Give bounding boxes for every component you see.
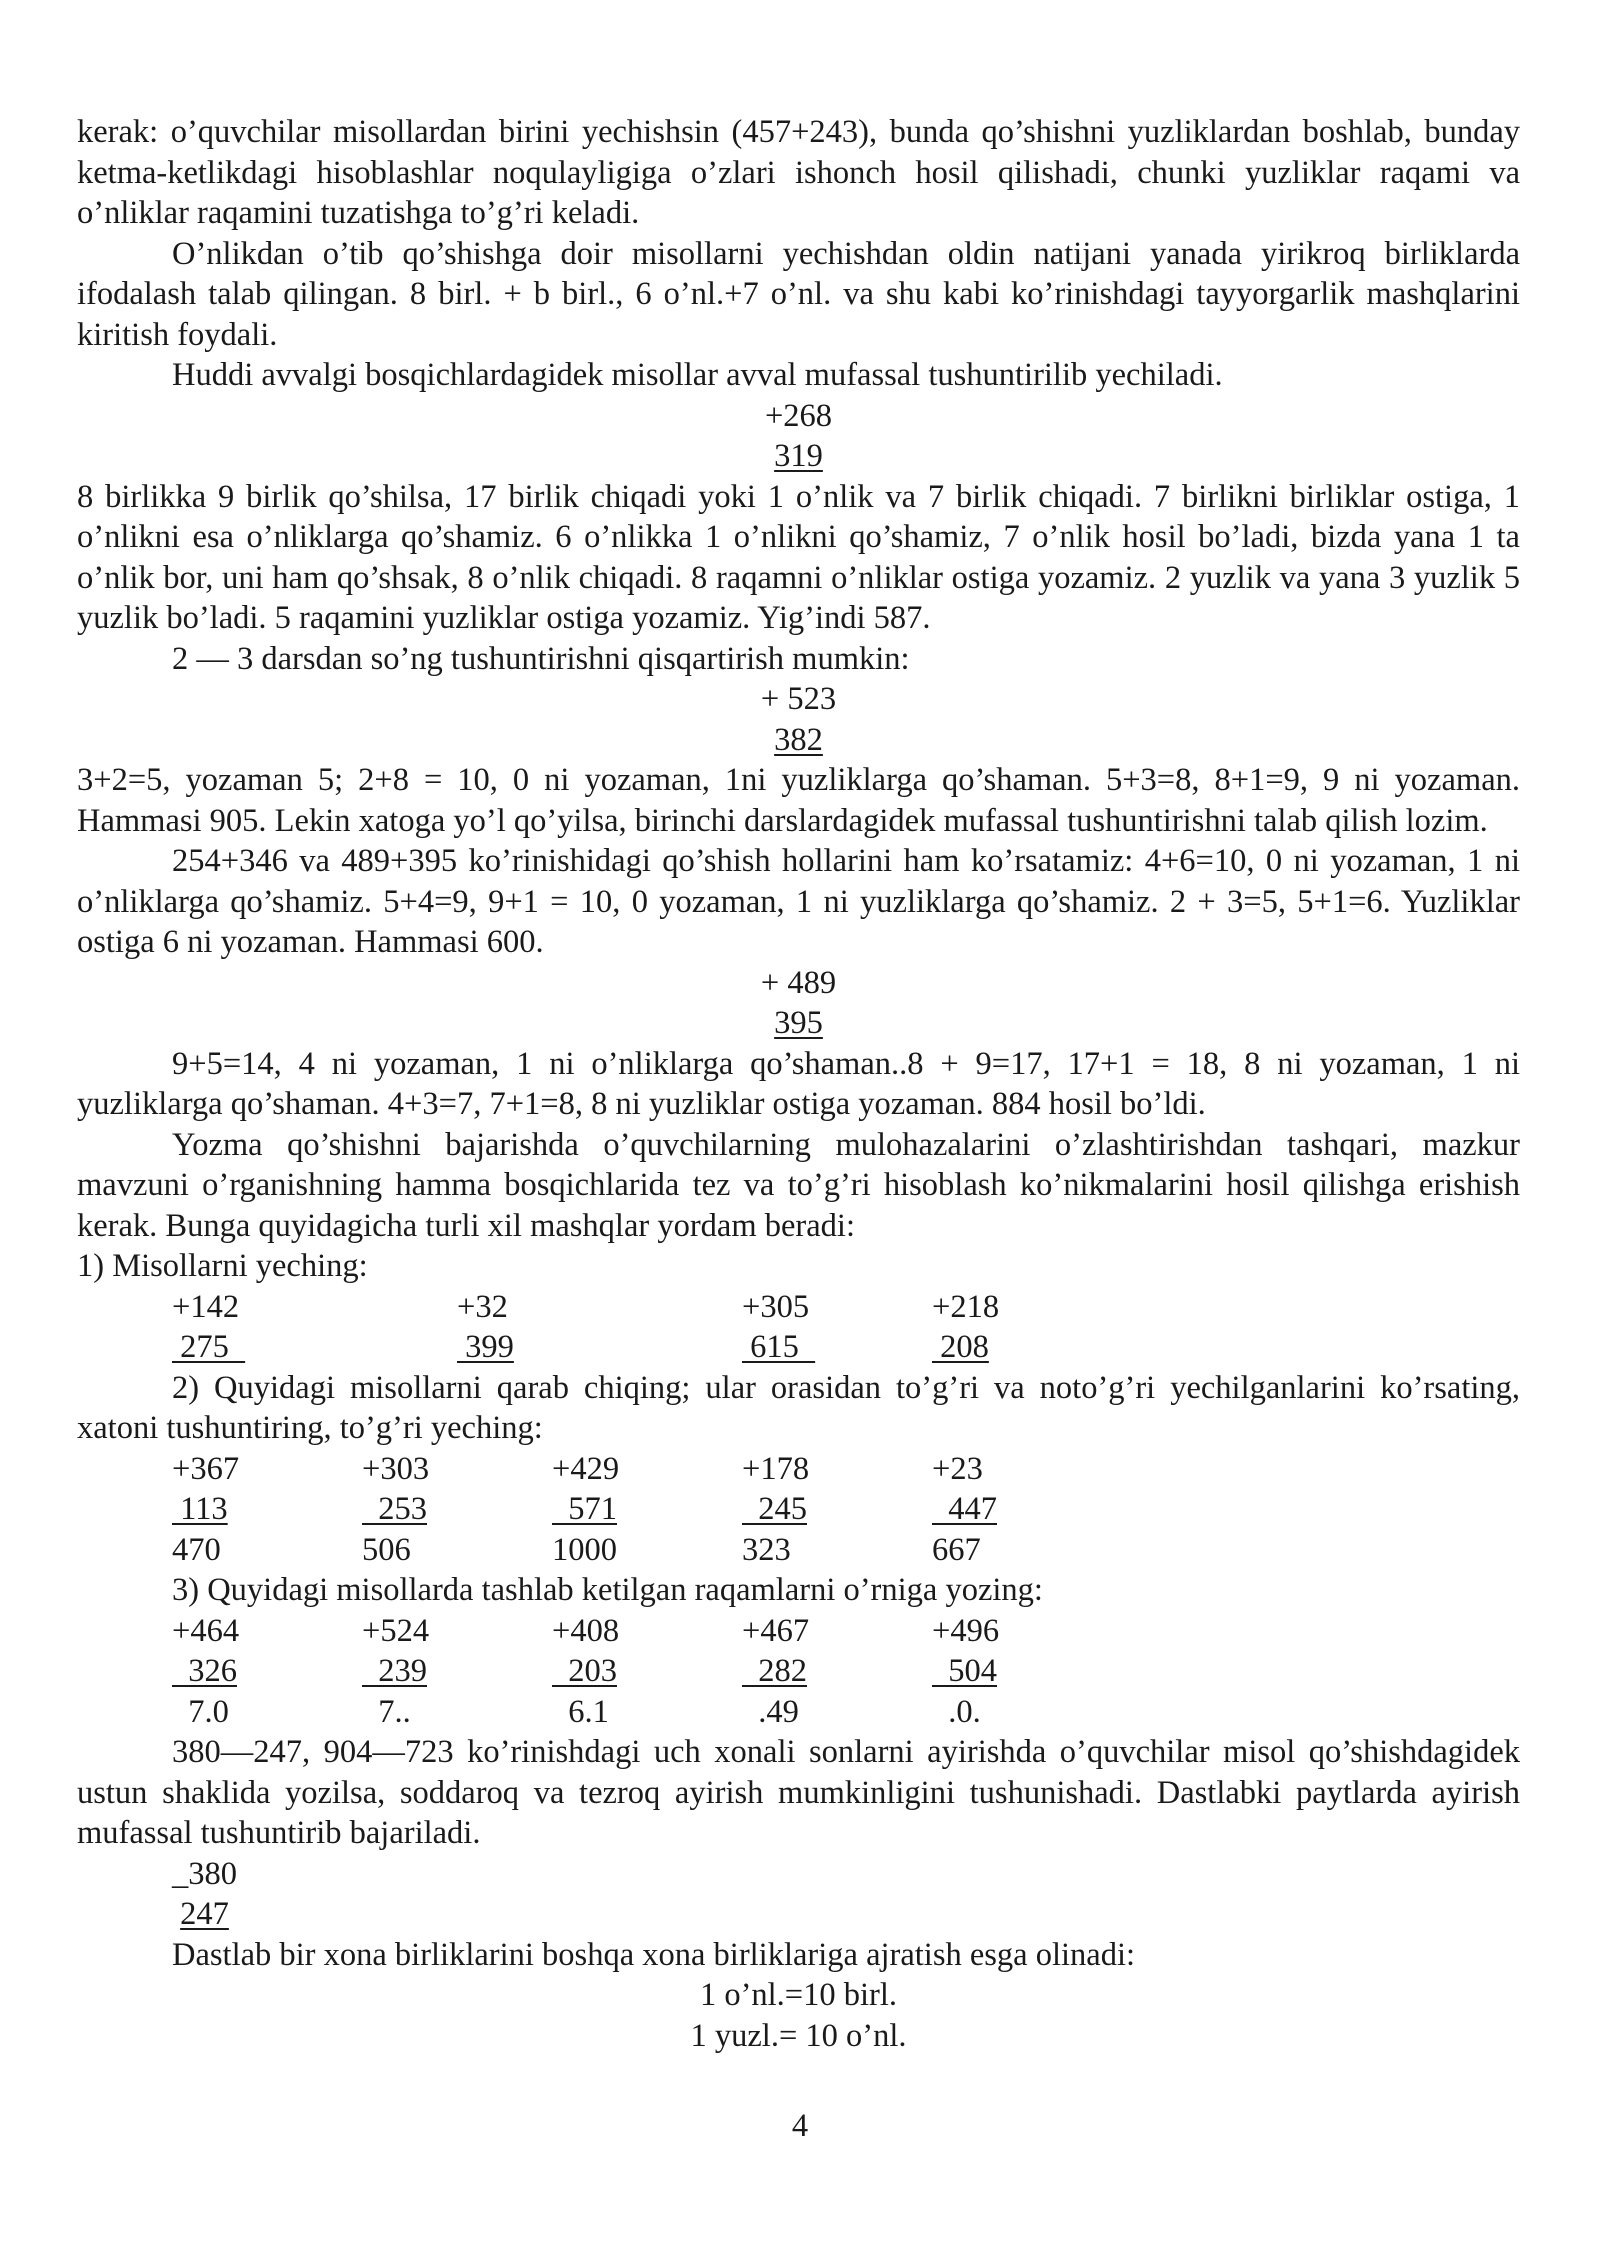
cell: 399 — [457, 1329, 514, 1365]
page-body — [77, 112, 1520, 2056]
cell: .0. — [932, 1693, 981, 1730]
addition-example-bottom: 319 — [774, 438, 823, 474]
cell: +23 — [932, 1450, 983, 1487]
addition-example-bottom: 395 — [774, 1005, 823, 1041]
cell: +408 — [552, 1612, 620, 1649]
subtraction-example-top: _380 — [172, 1855, 237, 1892]
paragraph: 2 — 3 darsdan so’ng tushuntirishni qisqartirish mumkin: — [172, 640, 910, 677]
cell: +467 — [742, 1612, 810, 1649]
cell: 1000 — [552, 1531, 617, 1568]
paragraph: O’nlikdan o’tib qo’shishga doir misollarni yechishdan oldin natijani yanada yirikroq birliklarda ifodalash talab qilingan. 8 birl. + b birl., 6 o’nl.+7 o’nl. va shu kabi ko’rinishdagi tayyorgarlik mashqlarini kiritish foydali. — [77, 235, 1520, 353]
cell: 504 — [932, 1653, 997, 1689]
cell: +32 — [457, 1288, 508, 1325]
equation: 1 o’nl.=10 birl. — [699, 1977, 898, 2013]
equation: 1 yuzl.= 10 o’nl. — [690, 2017, 907, 2054]
cell: +178 — [742, 1450, 810, 1487]
cell: 275 — [172, 1329, 246, 1365]
cell: 253 — [362, 1491, 427, 1527]
cell: 571 — [552, 1491, 617, 1527]
task1-bottom-row — [172, 1327, 1520, 1368]
addition-example-top: + 489 — [760, 964, 837, 1001]
paragraph: Huddi avvalgi bosqichlardagidek misollar avval mufassal tushuntirilib yechiladi. — [172, 357, 1223, 393]
task-heading: 3) Quyidagi misollarda tashlab ketilgan raqamlarni o’rniga yozing: — [172, 1572, 1043, 1608]
cell: 447 — [932, 1491, 997, 1527]
cell: +218 — [932, 1288, 1000, 1325]
task2-bottom-row — [172, 1489, 1520, 1530]
paragraph: 380—247, 904—723 ko’rinishdagi uch xonali sonlarni ayirishda o’quvchilar misol qo’shishdagidek ustun shaklida yozilsa, soddaroq va tezroq ayirish mumkinligini tushunishadi. Dastlabki paytlarda ayirish mufassal tushuntirib bajariladi. — [77, 1734, 1520, 1851]
task-heading: 1) Misollarni yeching: — [77, 1248, 368, 1284]
addition-example-bottom: 382 — [774, 721, 823, 758]
cell: 326 — [172, 1653, 237, 1689]
cell: 506 — [362, 1531, 411, 1568]
paragraph: Dastlab bir xona birliklarini boshqa xona birliklariga ajratish esga olinadi: — [172, 1936, 1136, 1973]
subtraction-example-bottom: 247 — [180, 1896, 229, 1932]
task3-bottom-row — [172, 1651, 1520, 1692]
paragraph: 9+5=14, 4 ni yozaman, 1 ni o’nliklarga qo’shaman..8 + 9=17, 17+1 = 18, 8 ni yozaman, 1 ni yuzliklarga qo’shaman. 4+3=7, 7+1=8, 8 ni yuzliklar ostiga yozaman. 884 hosil bo’ldi. — [77, 1045, 1520, 1122]
paragraph: 254+346 va 489+395 ko’rinishidagi qo’shish hollarini ham ko’rsatamiz: 4+6=10, 0 ni yozaman, 1 ni o’nliklarga qo’shamiz. 5+4=9, 9+1 = 10, 0 yozaman, 1 ni yuzliklarga qo’shamiz. 2 + 3=5, 5+1=6. Yuzliklar ostiga 6 ni yozaman. Hammasi 600. — [77, 843, 1520, 960]
cell: 6.1 — [552, 1693, 609, 1730]
cell: +142 — [172, 1288, 240, 1325]
cell: 282 — [742, 1653, 807, 1689]
cell: 323 — [742, 1531, 791, 1568]
cell: +367 — [172, 1450, 240, 1487]
task2-top-row — [172, 1449, 1520, 1490]
cell: 470 — [172, 1531, 221, 1568]
cell: 203 — [552, 1653, 617, 1689]
page-number: 4 — [791, 2108, 809, 2144]
paragraph: 3+2=5, yozaman 5; 2+8 = 10, 0 ni yozaman, 1ni yuzliklarga qo’shaman. 5+3=8, 8+1=9, 9 ni yozaman. Hammasi 905. Lekin xatoga yo’l qo’yilsa, birinchi darslardagidek mufassal tushuntirishni talab qilish lozim. — [77, 762, 1520, 839]
paragraph: Yozma qo’shishni bajarishda o’quvchilarning mulohazalarini o’zlashtirishdan tashqari, mazkur mavzuni o’rganishning hamma bosqichlarida tez va to’g’ri hisoblash ko’nikmalarini hosil qilishga erishish kerak. Bunga quyidagicha turli xil mashqlar yordam beradi: — [77, 1126, 1520, 1244]
task2-result-row — [172, 1530, 1520, 1571]
task1-top-row — [172, 1287, 1520, 1328]
paragraph: kerak: o’quvchilar misollardan birini yechishsin (457+243), bunda qo’shishni yuzliklardan boshlab, bunday ketma-ketlikdagi hisoblashlar noqulayligiga o’zlari ishonch hosil qilishadi, chunki yuzliklar raqami va o’nliklar raqamini tuzatishga to’g’ri keladi. — [77, 114, 1520, 231]
cell: +305 — [742, 1288, 810, 1325]
addition-example-top: +268 — [764, 397, 833, 434]
task3-top-row — [172, 1611, 1520, 1652]
task-heading: 2) Quyidagi misollarni qarab chiqing; ular orasidan to’g’ri va noto’g’ri yechilganlarini ko’rsating, xatoni tushuntiring, to’g’ri yeching: — [77, 1369, 1520, 1446]
cell: 208 — [932, 1329, 989, 1365]
cell: .49 — [742, 1693, 799, 1730]
paragraph: 8 birlikka 9 birlik qo’shilsa, 17 birlik chiqadi yoki 1 o’nlik va 7 birlik chiqadi. 7 birlikni birliklar ostiga, 1 o’nlikni esa o’nliklarga qo’shamiz. 6 o’nlikka 1 o’nlikni qo’shamiz, 7 o’nlik hosil bo’ladi, bizda yana 1 ta o’nlik bor, uni ham qo’shsak, 8 o’nlik chiqadi. 8 raqamni o’nliklar ostiga yozamiz. 2 yuzlik va yana 3 yuzlik 5 yuzlik bo’ladi. 5 raqamini yuzliklar ostiga yozamiz. Yig’indi 587. — [77, 478, 1520, 636]
cell: +524 — [362, 1612, 430, 1649]
cell: 667 — [932, 1531, 981, 1568]
cell: +496 — [932, 1612, 1000, 1649]
cell: +464 — [172, 1612, 240, 1649]
cell: +429 — [552, 1450, 620, 1487]
task3-result-row — [172, 1692, 1520, 1733]
cell: 615 — [742, 1329, 816, 1365]
cell: 7.. — [362, 1693, 411, 1730]
cell: 113 — [172, 1491, 228, 1527]
cell: 7.0 — [172, 1693, 229, 1730]
cell: 239 — [362, 1653, 427, 1689]
cell: +303 — [362, 1450, 430, 1487]
cell: 245 — [742, 1491, 807, 1527]
addition-example-top: + 523 — [760, 681, 837, 717]
